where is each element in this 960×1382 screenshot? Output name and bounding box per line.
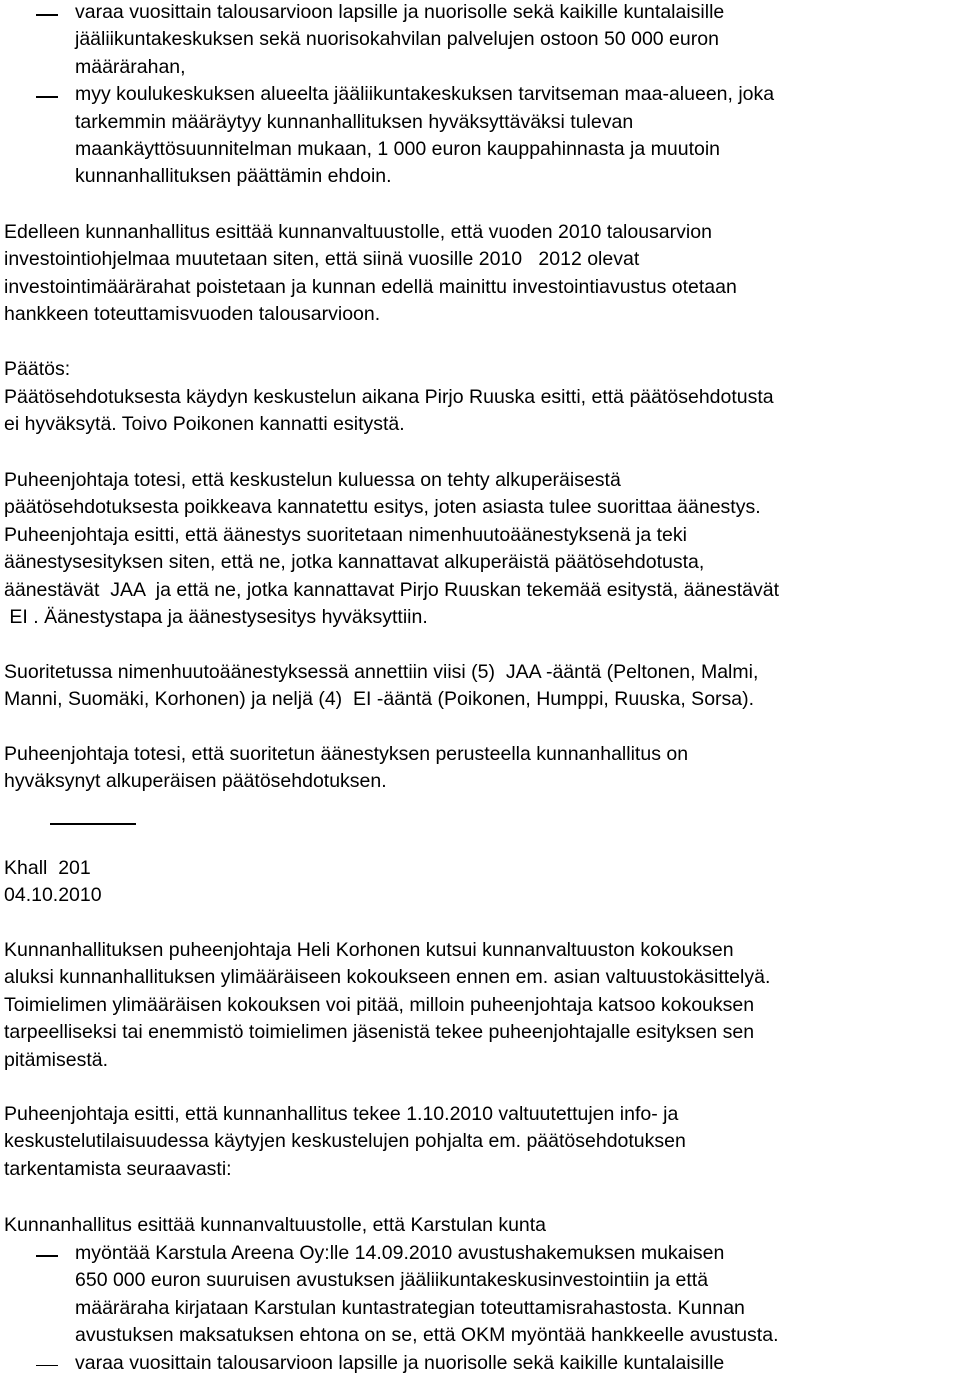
bullet-item-line: määräraha kirjataan Karstulan kuntastrategian toteuttamisrahastosta. Kunnan: [75, 1296, 745, 1319]
paragraph-line: EI . Äänestystapa ja äänestysesitys hyväksyttiin.: [4, 606, 428, 628]
paragraph-line: Edelleen kunnanhallitus esittää kunnanvaltuustolle, että vuoden 2010 talousarvion: [4, 221, 712, 243]
paragraph-line: tarpeelliseksi tai enemmistö toimielimen jäsenistä tekee puheenjohtajalle esityksen sen: [4, 1021, 755, 1044]
paragraph-line: Kunnanhallituksen puheenjohtaja Heli Korhonen kutsui kunnanvaltuuston kokouksen: [4, 939, 734, 961]
bullet-item-line: myy koulukeskuksen alueelta jääliikuntakeskuksen tarvitseman maa-alueen, joka: [75, 83, 775, 106]
paragraph-line: Puheenjohtaja esitti, että äänestys suoritetaan nimenhuutoäänestyksenä ja teki: [4, 523, 687, 546]
bullet-item-line: varaa vuosittain talousarvioon lapsille ja nuorisolle sekä kaikille kuntalaisille: [75, 1, 725, 23]
bullet-item-line: avustuksen maksatuksen ehtona on se, että OKM myöntää hankkeelle avustusta.: [75, 1324, 779, 1347]
bullet-item-line: jääliikuntakeskuksen sekä nuorisokahvilan palvelujen ostoon 50 000 euron: [75, 28, 719, 51]
bullet-item-line: maankäyttösuunnitelman mukaan, 1 000 euron kauppahinnasta ja muutoin: [75, 138, 721, 160]
paragraph-line: päätösehdotuksesta poikkeava kannatettu esitys, joten asiasta tulee suorittaa äänestys.: [4, 496, 761, 519]
bullet-item-line: määrärahan,: [75, 55, 186, 78]
paragraph-line: hankkeen toteuttamisvuoden talousarvioon.: [4, 303, 381, 326]
paragraph-line: Päätösehdotuksesta käydyn keskustelun aikana Pirjo Ruuska esitti, että päätösehdotusta: [4, 386, 774, 408]
paragraph-line: ei hyväksytä. Toivo Poikonen kannatti esitystä.: [4, 413, 405, 436]
paragraph-line: pitämisestä.: [4, 1048, 109, 1071]
section-divider: [50, 823, 136, 825]
bullet-item-line: tarkemmin määräytyy kunnanhallituksen hyväksyttäväksi tulevan: [75, 110, 634, 133]
paragraph-line: investointiohjelmaa muutetaan siten, että siinä vuosille 2010 2012 olevat: [4, 248, 640, 271]
paragraph-line: Kunnanhallitus esittää kunnanvaltuustolle, että Karstulan kunta: [4, 1214, 547, 1236]
bullet-dash-icon: [36, 1365, 58, 1367]
paragraph-line: äänestävät JAA ja että ne, jotka kannattavat Pirjo Ruuskan tekemää esitystä, äänestävät: [4, 578, 780, 601]
bullet-item-line: kunnanhallituksen päättämin ehdoin.: [75, 165, 392, 188]
paragraph-line: Puheenjohtaja totesi, että keskustelun kuluessa on tehty alkuperäisestä: [4, 469, 621, 491]
bullet-item-line: varaa vuosittain talousarvioon lapsille ja nuorisolle sekä kaikille kuntalaisille: [75, 1351, 725, 1374]
paragraph-line: Manni, Suomäki, Korhonen) ja neljä (4) EI -ääntä (Poikonen, Humppi, Ruuska, Sorsa).: [4, 688, 755, 711]
bullet-item-line: 650 000 euron suuruisen avustuksen jääliikuntakeskusinvestointiin ja että: [75, 1269, 709, 1292]
bullet-item-line: myöntää Karstula Areena Oy:lle 14.09.2010 avustushakemuksen mukaisen: [75, 1242, 725, 1264]
paragraph-line: Toimielimen ylimääräisen kokouksen voi pitää, milloin puheenjohtaja katsoo kokouksen: [4, 993, 755, 1016]
paragraph-line: aluksi kunnanhallituksen ylimääräiseen kokoukseen ennen em. asian valtuustokäsittelyä.: [4, 966, 771, 989]
paragraph-line: keskustelutilaisuudessa käytyjen keskustelujen pohjalta em. päätösehdotuksen: [4, 1130, 686, 1153]
paragraph-line: Suoritetussa nimenhuutoäänestyksessä annettiin viisi (5) JAA -ääntä (Peltonen, Malmi,: [4, 661, 759, 683]
bullet-dash-icon: [36, 1255, 58, 1257]
section-date: 04.10.2010: [4, 884, 102, 906]
paragraph-line: äänestysesityksen siten, että ne, jotka kannattavat alkuperäistä päätösehdotusta,: [4, 551, 705, 574]
section-reference: Khall 201: [4, 857, 91, 879]
paragraph-line: tarkentamista seuraavasti:: [4, 1157, 232, 1180]
paragraph-line: investointimäärärahat poistetaan ja kunnan edellä mainittu investointiavustus otetaan: [4, 275, 737, 298]
bullet-dash-icon: [36, 96, 58, 98]
paragraph-line: Puheenjohtaja totesi, että suoritetun äänestyksen perusteella kunnanhallitus on: [4, 743, 689, 765]
paragraph-line: Puheenjohtaja esitti, että kunnanhallitus tekee 1.10.2010 valtuutettujen info- ja: [4, 1103, 679, 1125]
paragraph-line: hyväksynyt alkuperäisen päätösehdotuksen.: [4, 770, 387, 793]
bullet-dash-icon: [36, 14, 58, 16]
decision-heading: Päätös:: [4, 358, 71, 380]
